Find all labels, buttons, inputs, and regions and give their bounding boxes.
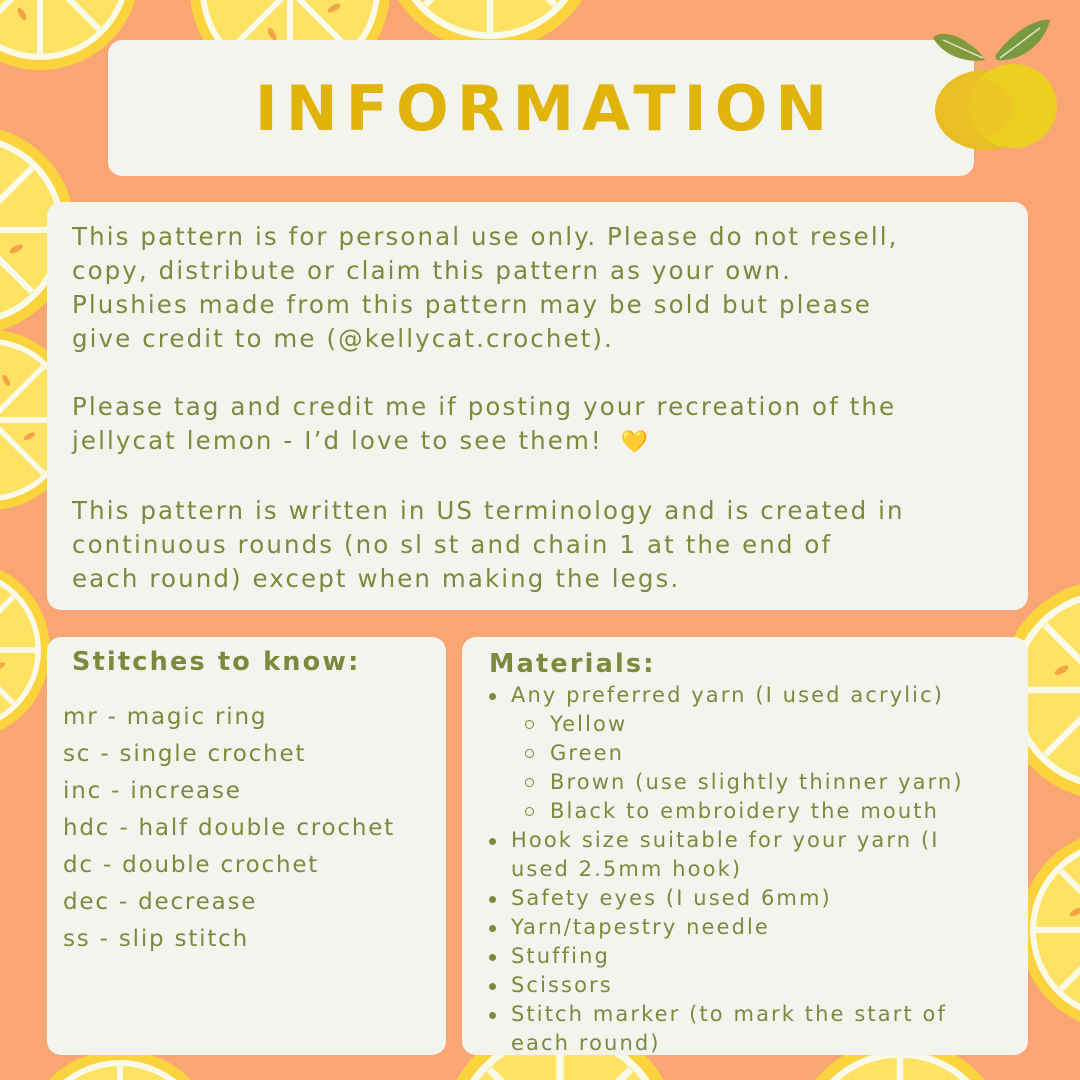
stitches-card	[47, 637, 446, 1055]
stitch-item: mr - magic ring	[63, 704, 268, 730]
materials-list	[489, 681, 1028, 1058]
yarn-color-item: Yellow	[511, 710, 1028, 739]
usage-notice: This pattern is for personal use only. Please do not resell, copy, distribute or claim this pattern as your own. Plushies made from this pattern may be sold but please give credit to me (@kellycat.crochet).	[72, 222, 899, 353]
terminology-note: This pattern is written in US terminology and is created in continuous rounds (no sl st and chain 1 at the end of each round) except when making the legs.	[72, 496, 905, 593]
yarn-colors-list	[511, 710, 1028, 826]
title-card	[108, 40, 974, 176]
stitch-item: hdc - half double crochet	[63, 815, 395, 841]
page-title: INFORMATION	[254, 71, 836, 145]
yellow-heart-icon: 💛	[620, 430, 651, 455]
lemon-icon	[915, 8, 1065, 158]
stitch-item: sc - single crochet	[63, 741, 307, 767]
tag-request	[72, 390, 1008, 460]
material-item-yarn	[489, 681, 1028, 826]
yarn-color-item: Black to embroidery the mouth	[511, 797, 1028, 826]
stitches-heading: Stitches to know:	[72, 647, 361, 677]
stitch-item: dec - decrease	[63, 889, 258, 915]
material-item: Safety eyes (I used 6mm)	[489, 884, 1028, 913]
stitch-item: inc - increase	[63, 778, 242, 804]
material-item: Stuffing	[489, 942, 1028, 971]
material-item: Hook size suitable for your yarn (I used 2.5mm hook)	[489, 826, 981, 884]
material-item: Yarn/tapestry needle	[489, 913, 1028, 942]
stitch-item: dc - double crochet	[63, 852, 320, 878]
material-item: Stitch marker (to mark the start of each round)	[489, 1000, 1001, 1058]
tag-request-text: Please tag and credit me if posting your recreation of the jellycat lemon - I’d love to see them!	[72, 392, 897, 455]
material-label: Any preferred yarn (I used acrylic)	[511, 683, 945, 707]
stitches-list	[63, 699, 446, 958]
yarn-color-item: Green	[511, 739, 1028, 768]
materials-card	[462, 637, 1028, 1055]
stitch-item: ss - slip stitch	[63, 926, 249, 952]
info-card	[47, 202, 1028, 610]
material-item: Scissors	[489, 971, 1028, 1000]
yarn-color-item: Brown (use slightly thinner yarn)	[511, 768, 1028, 797]
materials-heading: Materials:	[489, 649, 656, 679]
